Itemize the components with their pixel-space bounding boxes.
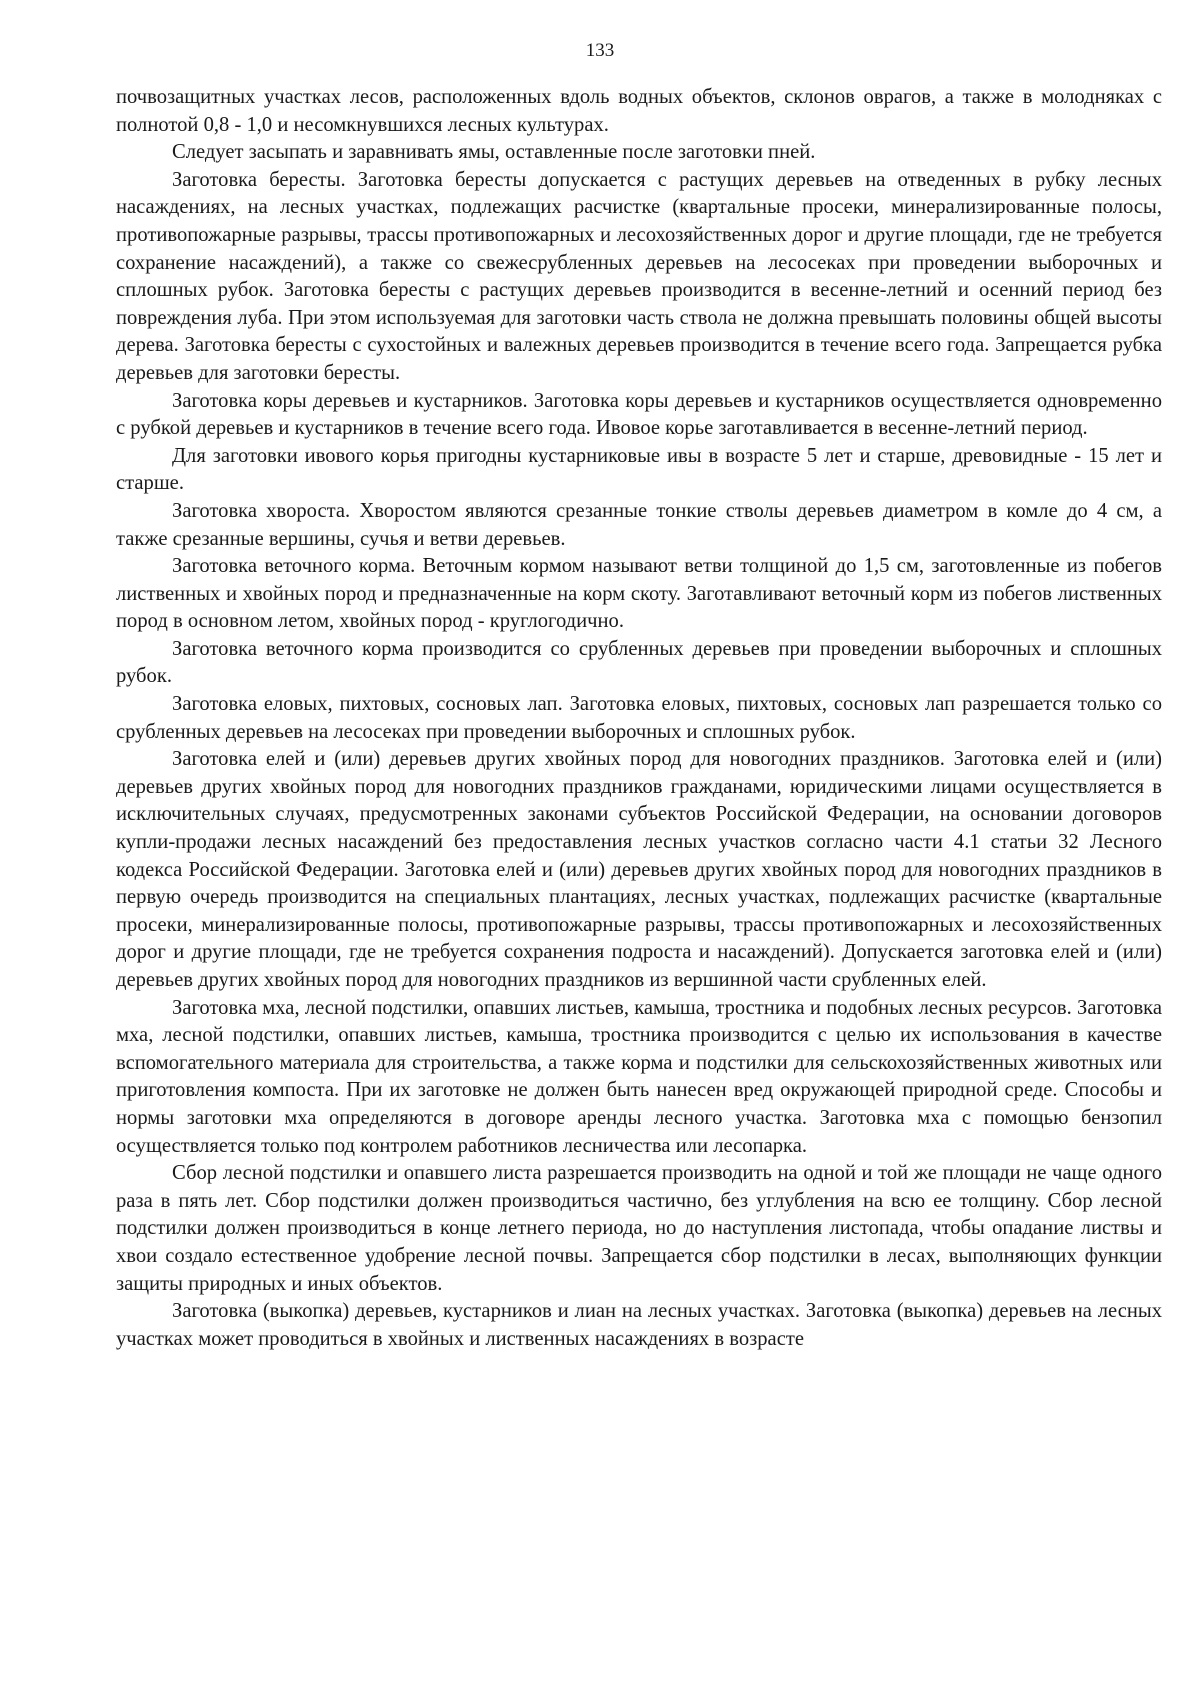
paragraph: Заготовка хвороста. Хворостом являются срезанные тонкие стволы деревьев диаметром в комле до 4 см, а также срезанные вершины, сучья и ветви деревьев. xyxy=(116,499,1162,550)
paragraph: Заготовка (выкопка) деревьев, кустарников и лиан на лесных участках. Заготовка (выкопка) деревьев на лесных участках может проводиться в хвойных и лиственных насаждениях в возрасте xyxy=(116,1300,1162,1350)
paragraph: Сбор лесной подстилки и опавшего листа разрешается производить на одной и той же площади не чаще одного раза в пять лет. Сбор подстилки должен производиться частично, без углубления на всю ее толщину. Сбор лесной подстилки должен производиться в конце летнего периода, но до наступления листопада, чтобы опадание листвы и хвои создало естественное удобрение лесной почвы. Запрещается сбор подстилки в лесах, выполняющих функции защиты природных и иных объектов. xyxy=(116,1162,1162,1295)
paragraph: Заготовка елей и (или) деревьев других хвойных пород для новогодних праздников. Заготовка елей и (или) деревьев других хвойных пород для новогодних праздников гражданами, юридическими лицами осуществляется в исключительных случаях, предусмотренных законами субъектов Российской Федерации, на основании договоров купли-продажи лесных насаждений без предоставления лесных участков согласно части 4.1 статьи 32 Лесного кодекса Российской Федерации. Заготовка елей и (или) деревьев других хвойных пород для новогодних праздников в первую очередь производится на специальных плантациях, лесных участках, подлежащих расчистке (квартальные просеки, минерализированные полосы, противопожарные разрывы, трассы противопожарных и лесохозяйственных дорог и другие площади, где не требуется сохранения подроста и насаждений). Допускается заготовка елей и (или) деревьев других хвойных пород для новогодних праздников из вершинной части срубленных елей. xyxy=(116,748,1162,991)
paragraph: Заготовка коры деревьев и кустарников. Заготовка коры деревьев и кустарников осуществляется одновременно с рубкой деревьев и кустарников в течение всего года. Ивовое корье заготавливается в весенне-летний период. xyxy=(116,389,1162,440)
page-number: 133 xyxy=(585,40,615,61)
body-text xyxy=(116,84,1162,1353)
paragraph: Заготовка веточного корма. Веточным кормом называют ветви толщиной до 1,5 см, заготовленные из побегов лиственных и хвойных пород и предназначенные на корм скоту. Заготавливают веточный корм из побегов лиственных пород в основном летом, хвойных пород - круглогодично. xyxy=(116,555,1162,633)
paragraph-continued: почвозащитных участках лесов, расположенных вдоль водных объектов, склонов оврагов, а также в молодняках с полнотой 0,8 - 1,0 и несомкнувшихся лесных культурах. xyxy=(116,86,1162,136)
paragraph: Для заготовки ивового корья пригодны кустарниковые ивы в возрасте 5 лет и старше, древовидные - 15 лет и старше. xyxy=(116,444,1162,495)
paragraph: Заготовка бересты. Заготовка бересты допускается с растущих деревьев на отведенных в рубку лесных насаждениях, на лесных участках, подлежащих расчистке (квартальные просеки, минерализированные полосы, противопожарные разрывы, трассы противопожарных и лесохозяйственных дорог и другие площади, где не требуется сохранение насаждений), а также со свежесрубленных деревьев на лесосеках при проведении выборочных и сплошных рубок. Заготовка бересты с растущих деревьев производится в весенне-летний и осенний период без повреждения луба. При этом используемая для заготовки часть ствола не должна превышать половины общей высоты дерева. Заготовка бересты с сухостойных и валежных деревьев производится в течение всего года. Запрещается рубка деревьев для заготовки бересты. xyxy=(116,168,1162,384)
paragraph: Заготовка еловых, пихтовых, сосновых лап. Заготовка еловых, пихтовых, сосновых лап разрешается только со срубленных деревьев на лесосеках при проведении выборочных и сплошных рубок. xyxy=(116,693,1162,743)
paragraph: Следует засыпать и заравнивать ямы, оставленные после заготовки пней. xyxy=(172,141,816,164)
paragraph: Заготовка веточного корма производится со срубленных деревьев при проведении выборочных и сплошных рубок. xyxy=(116,637,1162,688)
paragraph: Заготовка мха, лесной подстилки, опавших листьев, камыша, тростника и подобных лесных ресурсов. Заготовка мха, лесной подстилки, опавших листьев, камыша, тростника производится с целью их использования в качестве вспомогательного материала для строительства, а также корма и подстилки для сельскохозяйственных животных или приготовления компоста. При их заготовке не должен быть нанесен вред окружающей природной среде. Способы и нормы заготовки мха определяются в договоре аренды лесного участка. Заготовка мха с помощью бензопил осуществляется только под контролем работников лесничества или лесопарка. xyxy=(116,996,1162,1157)
